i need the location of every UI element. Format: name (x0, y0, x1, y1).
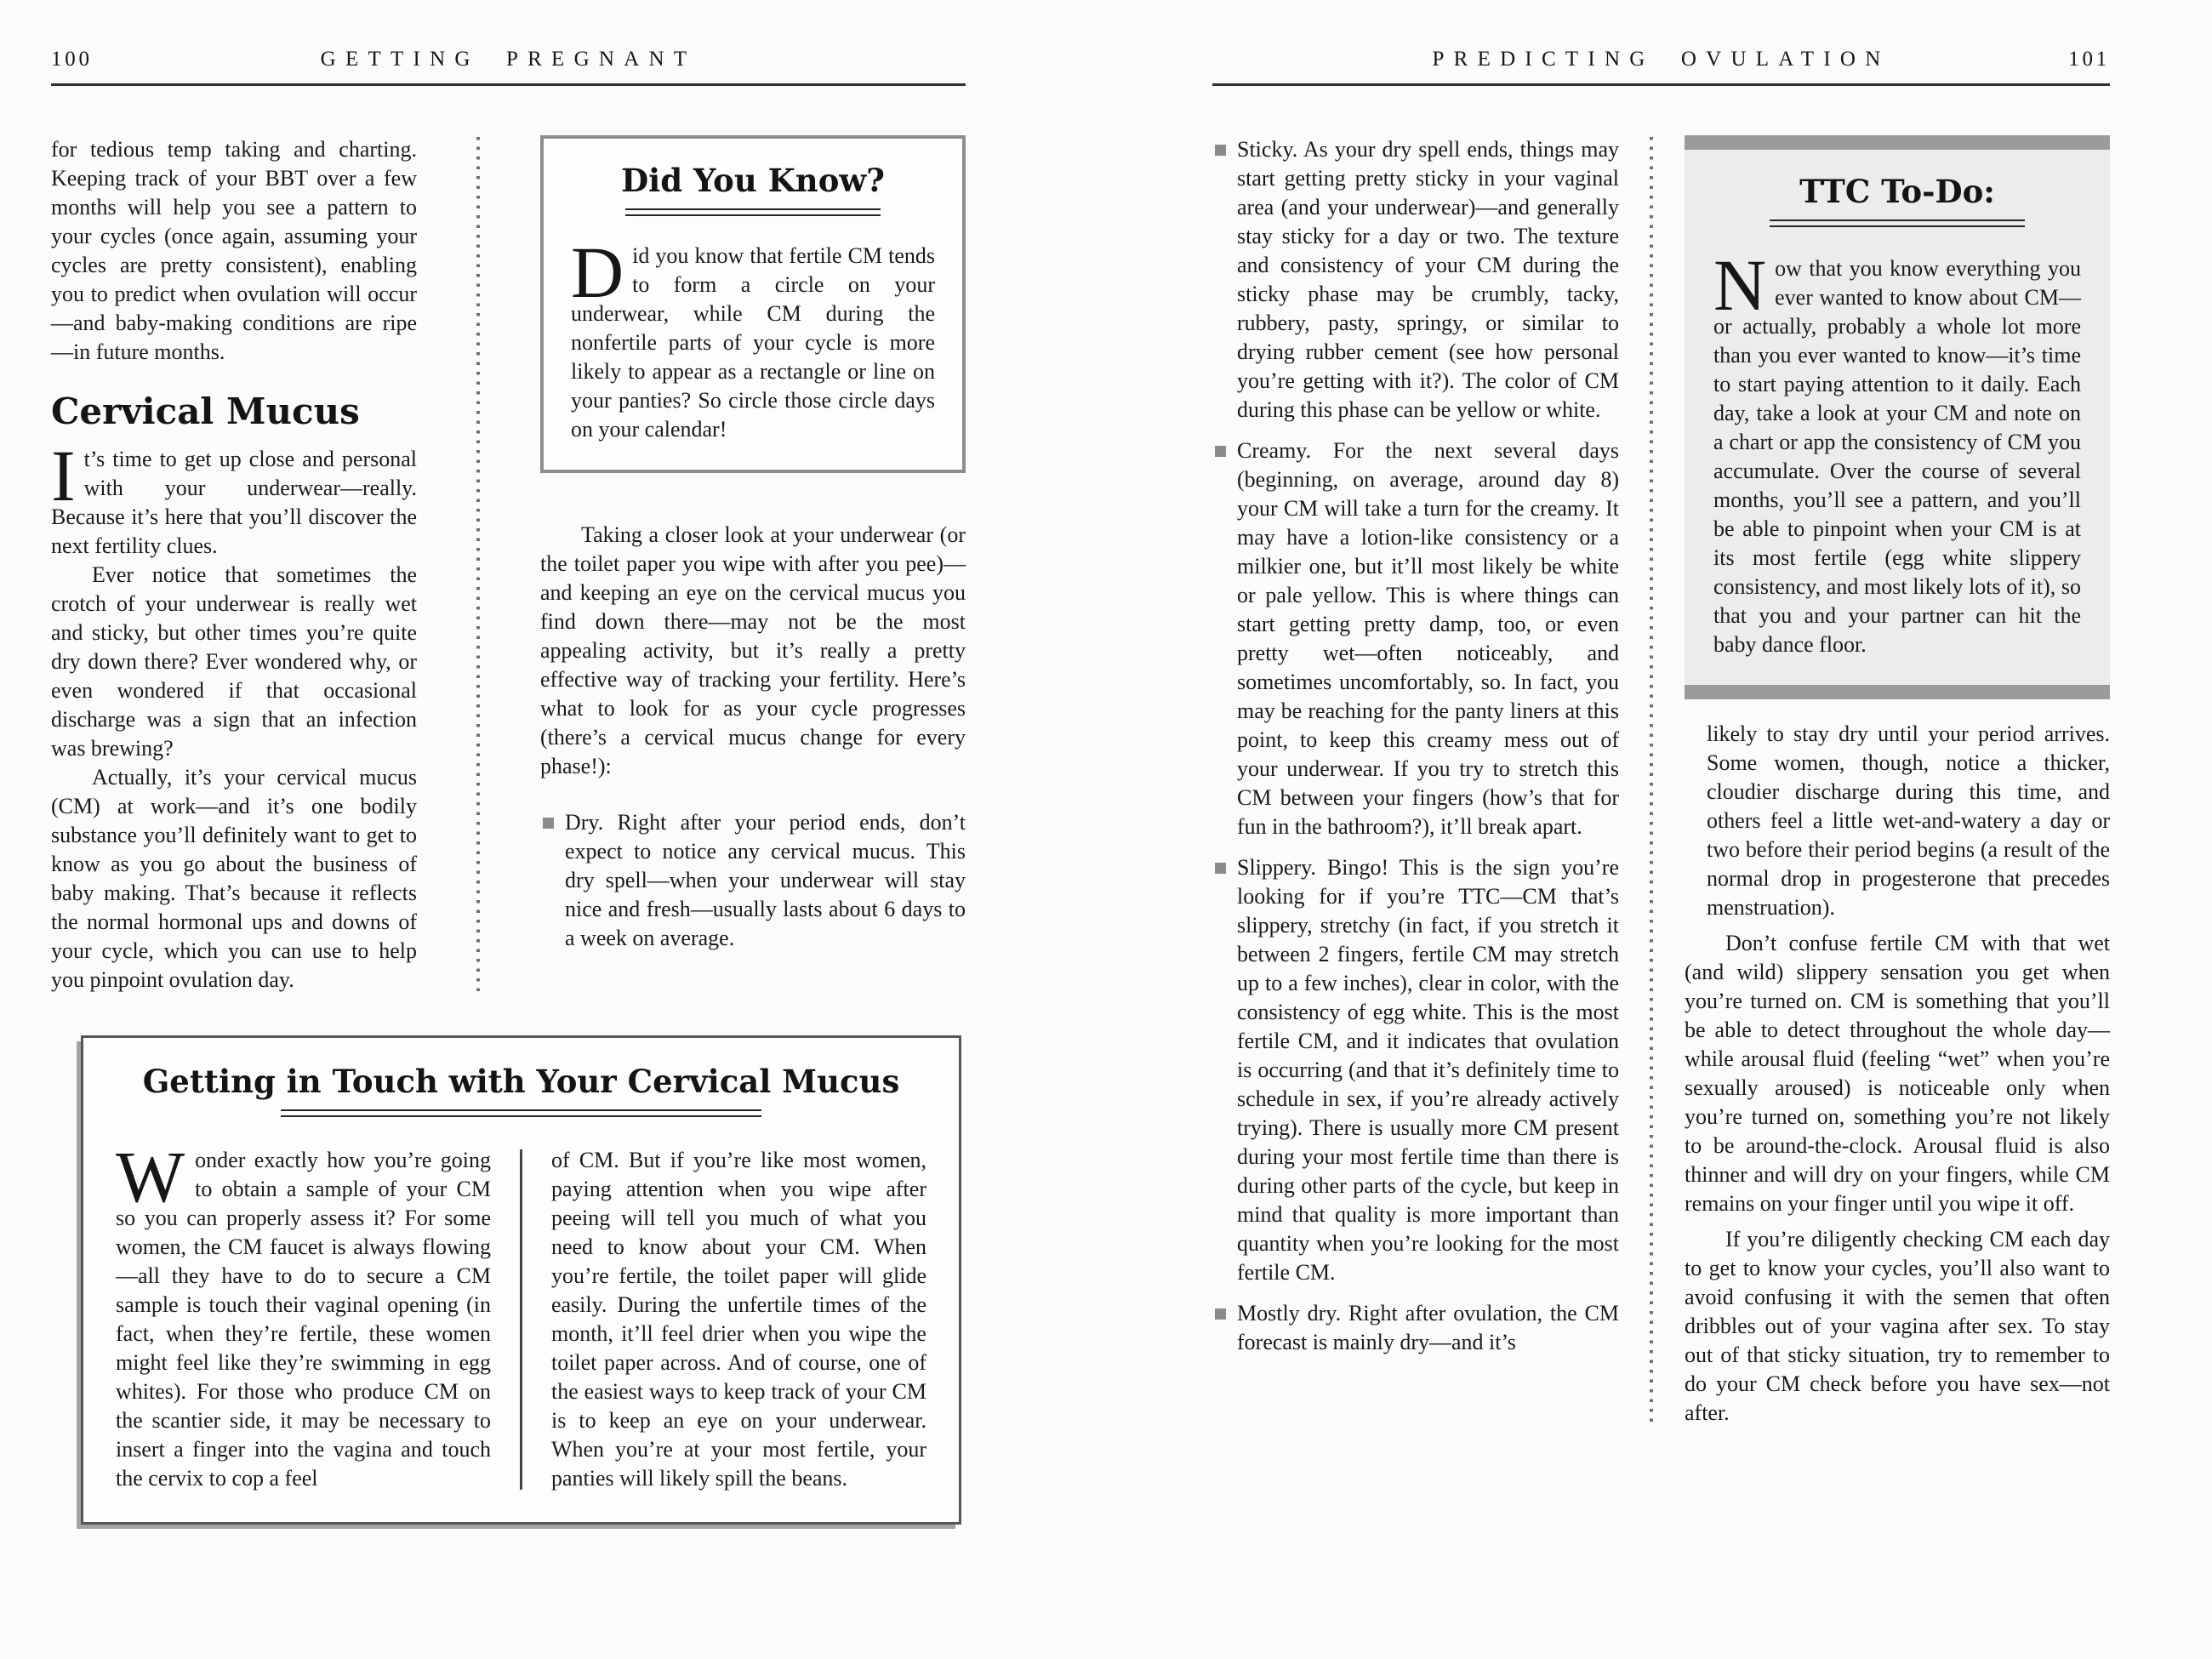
paragraph: Don’t confuse fertile CM with that wet (and wild) slippery sensation you get when you’re turned on. CM is something that you’ll be able to detect throughout the whole day—while arousal fluid (feeling “wet” when you’re sexually aroused) is noticeable only when you’re turned on, something you’re not likely to be around-the-clock. Arousal fluid is also thinner and will dry on your fingers, while CM remains on your finger until you wipe it off. (1685, 931, 2110, 1216)
paragraph: for tedious temp taking and charting. Keeping track of your BBT over a few months will help you see a pattern to your cycles (once again, assuming your cycles are pretty consistent), enabling you to predict when ovulation will occur—and baby-making conditions are ripe—in future months. (51, 137, 417, 364)
dropcap-letter: W (116, 1136, 185, 1217)
box-column-1 (116, 1136, 492, 1493)
paragraph-text: onder exactly how you’re going to obtain a sample of your CM so you can properly assess it? For some women, the CM faucet is always flowing—all they have to do to secure a CM sample is touch their vaginal opening (in fact, when they’re fertile, these women might feel like they’re swimming in egg whites). For those who produce CM on the scantier side, it may be necessary to insert a finger into the vagina and touch the cervix to cop a feel (116, 1148, 492, 1491)
list-item-text: Creamy. For the next several days (beginning, on average, around day 8) your CM will take a turn for the creamy. It may have a lotion-like consistency or a milkier one, but it’ll most likely be white or pale yellow. This is where things can start getting pretty damp, too, or even pretty wet—often noticeably, and sometimes uncomfortably, so. In fact, you may be reaching for the panty liners at this point, to keep this creamy mess out of your underwear. If you try to stretch this CM between your fingers (how’s that for fun in the bathroom?), it’ll break apart. (1237, 438, 1619, 839)
ttc-todo-text (1713, 244, 2081, 659)
double-rule (281, 1109, 761, 1117)
paragraph-text: id you know that fertile CM tends to form a circle on your underwear, while CM during the nonfertile parts of your cycle is more likely to appear as a rectangle or line on your panties? So circle those circle days on your calendar! (571, 243, 935, 442)
bullet-square-icon (1215, 863, 1226, 874)
bullet-square-icon (1215, 145, 1226, 156)
bullet-square-icon (1215, 1308, 1226, 1320)
paragraph-text: t’s time to get up close and personal with your underwear—really. Because it’s here that you’ll discover the next fertility clues. (51, 447, 417, 558)
bullet-square-icon (1215, 446, 1226, 457)
double-rule (1770, 219, 2025, 227)
paragraph-dropcap (51, 435, 417, 561)
did-you-know-title: Did You Know? (621, 162, 885, 199)
paragraph-text: ow that you know everything you ever wanted to know about CM—or actually, probably a whole lot more than you ever wanted to know—it’s time to start paying attention to it daily. Each day, take a look at your CM and note on a chart or app the consistency of CM you accumulate. Over the course of several months, you’ll see a pattern, and you’ll be able to pinpoint when your CM is at its most fertile (egg white slippery consistency, and most likely lots of it), so that you and your partner can hit the baby dance floor. (1713, 256, 2081, 657)
left-page-columns (51, 135, 966, 995)
paragraph: Actually, it’s your cervical mucus (CM) at work—and it’s one bodily substance you’ll definitely want to get to know as you go about the business of baby making. That’s because it reflects the normal hormonal ups and downs of your cycle, which you can use to help you pinpoint ovulation day. (51, 765, 417, 992)
getting-in-touch-title: Getting in Touch with Your Cervical Mucus (142, 1063, 900, 1100)
page-number-right: 101 (2068, 48, 2110, 71)
page-right (1212, 48, 2110, 1525)
double-rule (625, 208, 881, 216)
section-heading: Cervical Mucus (51, 391, 360, 432)
page-number-left: 100 (51, 48, 93, 71)
dropcap-letter: I (51, 435, 76, 516)
ttc-todo-title: TTC To-Do: (1799, 173, 1995, 210)
ttc-todo-box (1685, 135, 2110, 699)
box-column-separator (520, 1149, 522, 1490)
paragraph: Ever notice that sometimes the crotch of your underwear is really wet and sticky, but other times you’re quite dry down there? Ever wondered why, or even wondered if that occasional discharge was a sign that an infection was brewing? (51, 562, 417, 761)
did-you-know-box (540, 135, 966, 473)
dropcap-letter: D (571, 231, 624, 313)
list-item-text: Mostly dry. Right after ovulation, the CM forecast is mainly dry—and it’s (1237, 1301, 1619, 1354)
paragraph-dropcap (116, 1136, 492, 1493)
column-divider-dotted (476, 137, 480, 993)
left-page-column-1 (51, 135, 417, 995)
bullet-continuation-paragraph: likely to stay dry until your period arrives. Some women, though, notice a thicker, cloudier discharge during this time, and others feel a little wet-and-watery a day or two before their period begins (a result of the normal drop in progesterone that precedes menstruation). (1707, 721, 2110, 920)
right-page-column-2 (1685, 135, 2110, 1428)
list-item-text: Dry. Right after your period ends, don’t expect to notice any cervical mucus. This dry spell—when your underwear will stay nice and fresh—usually lasts about 6 days to a week on average. (565, 810, 966, 950)
left-page-column-2 (540, 135, 966, 995)
box-column-2 (551, 1146, 926, 1493)
list-item (1212, 436, 1619, 841)
running-head-right (1212, 48, 2110, 86)
list-item-text: Slippery. Bingo! This is the sign you’re looking for if you’re TTC—CM that’s slippery, stretchy (in fact, if you stretch it between 2 fingers, fertile CM may stretch up to a few inches), clear in color, with the consistency of egg white. This is the most fertile CM, and it indicates that ovulation is occurring (and that it’s definitely time to schedule in sex, if you’re already actively trying). There is usually more CM present during your most fertile time than there is during other parts of the cycle, but keep in mind that quality is more important than quantity when you’re looking for the most fertile CM. (1237, 855, 1619, 1285)
bullet-square-icon (543, 818, 554, 829)
running-head-left (51, 48, 966, 86)
paragraph: of CM. But if you’re like most women, paying attention when you wipe after peeing will tell you much of what you need to know about your CM. When you’re fertile, the toilet paper will glide easily. During the unfertile times of the month, it’ll feel drier when you wipe the toilet paper across. And of course, one of the easiest ways to keep track of your CM is to keep an eye on your underwear. When you’re at your most fertile, your panties will likely spill the beans. (550, 1148, 926, 1491)
column-divider-dotted (1650, 137, 1653, 1426)
getting-in-touch-columns (116, 1136, 926, 1493)
list-item (1212, 853, 1619, 1287)
paragraph: Taking a closer look at your underwear (or the toilet paper you wipe with after you pee)—and keeping an eye on the cervical mucus you find down there—may not be the most appealing activity, but it’s really a pretty effective way of tracking your fertility. Here’s what to look for as your cycle progresses (there’s a cervical mucus change for every phase!): (540, 522, 966, 778)
did-you-know-text (571, 231, 935, 444)
page-left (51, 48, 966, 1525)
right-page-columns (1212, 135, 2110, 1428)
right-page-column-1 (1212, 135, 1619, 1428)
list-item (1212, 1299, 1619, 1357)
paragraph: If you’re diligently checking CM each day to get to know your cycles, you’ll also want to avoid confusing it with the semen that often dribbles out of your vagina after sex. To stay out of that sticky situation, try to remember to do your CM check before you have sex—not after. (1685, 1227, 2110, 1425)
list-item (540, 808, 966, 953)
running-head-title-left: GETTING PREGNANT (320, 48, 697, 71)
getting-in-touch-box (81, 1035, 961, 1525)
running-head-title-right: PREDICTING OVULATION (1432, 48, 1890, 71)
list-item-text: Sticky. As your dry spell ends, things may start getting pretty sticky in your vaginal area (and your underwear)—and generally stay sticky for a day or two. The texture and consistency of your CM during the sticky phase may be crumbly, tacky, rubbery, pasty, springy, or similar to drying rubber cement (see how personal you’re getting with it?). The color of CM during this phase can be yellow or white. (1237, 137, 1619, 422)
list-item (1212, 135, 1619, 425)
dropcap-letter: N (1713, 244, 1767, 326)
